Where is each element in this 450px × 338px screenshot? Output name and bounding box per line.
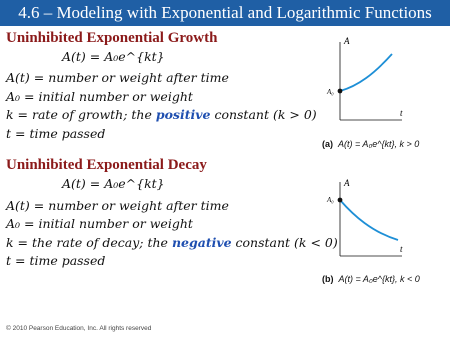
decay-heading: Uninhibited Exponential Decay [6,157,207,173]
growth-def-a: A(t) = number or weight after time [6,70,229,85]
decay-def-a: A(t) = number or weight after time [6,198,229,213]
growth-def-k [6,107,317,122]
growth-caption [322,139,419,149]
growth-y-label: A [344,36,350,46]
copyright-footer: © 2010 Pearson Education, Inc. All rights reserved [6,325,152,332]
decay-y-label: A [344,178,350,188]
growth-def-t: t = time passed [6,126,106,141]
growth-heading: Uninhibited Exponential Growth [6,30,218,46]
growth-curve [340,54,392,91]
decay-caption-tag: (b) [322,274,334,284]
slide-title: 4.6 – Modeling with Exponential and Logarithmic Functions [0,0,450,26]
decay-k-negative: negative [171,235,232,250]
growth-caption-text: A(t) = A₀e^{kt}, k > 0 [338,139,420,149]
decay-formula: A(t) = A₀e^{kt} [62,176,165,191]
decay-caption-text: A(t) = A₀e^{kt}, k < 0 [338,274,420,284]
decay-x-label: t [400,244,403,254]
growth-formula: A(t) = A₀e^{kt} [62,49,165,64]
decay-initial-point [338,198,343,203]
decay-graph [318,178,408,262]
growth-initial-point [338,89,343,94]
decay-k-constraint: constant (k < 0) [231,235,338,250]
growth-k-text: k = rate of growth; the [6,107,156,122]
growth-def-a0: A₀ = initial number or weight [6,89,193,104]
growth-x-label: t [400,108,403,118]
decay-curve [340,200,398,240]
decay-def-t: t = time passed [6,253,106,268]
decay-a0-label: A₀ [327,196,334,204]
growth-caption-tag: (a) [322,139,333,149]
decay-k-text: k = the rate of decay; the [6,235,172,250]
decay-caption [322,274,420,284]
growth-a0-label: A₀ [327,88,334,96]
growth-k-constraint: constant (k > 0) [210,107,317,122]
decay-def-a0: A₀ = initial number or weight [6,216,193,231]
growth-k-positive: positive [155,107,211,122]
decay-def-k [6,235,338,250]
growth-graph [318,36,408,126]
